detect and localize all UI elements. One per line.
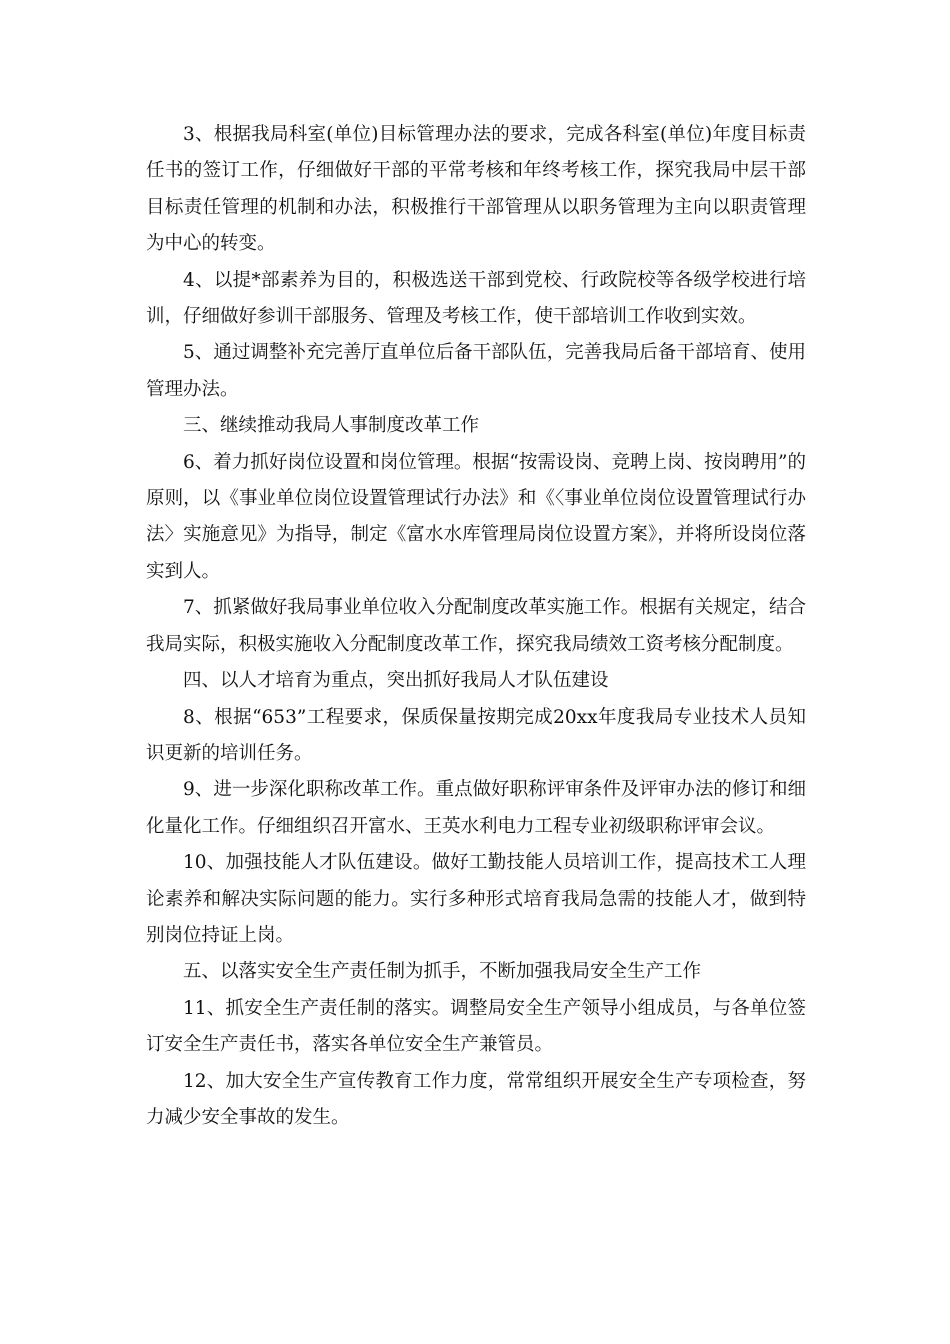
paragraph-item-7: 7、抓紧做好我局事业单位收入分配制度改革实施工作。根据有关规定，结合我局实际，积极实施收入分配制度改革工作，探究我局绩效工资考核分配制度。	[146, 597, 806, 655]
paragraph-item-3: 3、根据我局科室(单位)目标管理办法的要求，完成各科室(单位)年度目标责任书的签订工作，仔细做好干部的平常考核和年终考核工作，探究我局中层干部目标责任管理的机制和办法，积极推行干部管理从以职务管理为主向以职责管理为中心的转变。	[146, 124, 806, 255]
paragraph-item-5: 5、通过调整补充完善厅直单位后备干部队伍，完善我局后备干部培育、使用管理办法。	[146, 342, 806, 400]
paragraph-item-8: 8、根据“653”工程要求，保质保量按期完成20xx年度我局专业技术人员知识更新的培训任务。	[146, 706, 806, 764]
document-body	[146, 117, 806, 1136]
section-heading-3: 三、继续推动我局人事制度改革工作	[183, 415, 480, 437]
paragraph-item-10: 10、加强技能人才队伍建设。做好工勤技能人员培训工作，提高技术工人理论素养和解决实际问题的能力。实行多种形式培育我局急需的技能人才，做到特别岗位持证上岗。	[146, 852, 806, 946]
paragraph-item-6: 6、着力抓好岗位设置和岗位管理。根据“按需设岗、竞聘上岗、按岗聘用”的原则，以《事业单位岗位设置管理试行办法》和《〈事业单位岗位设置管理试行办法〉实施意见》为指导，制定《富水水库管理局岗位设置方案》，并将所设岗位落实到人。	[146, 451, 806, 582]
paragraph-item-12: 12、加大安全生产宣传教育工作力度，常常组织开展安全生产专项检查，努力减少安全事故的发生。	[146, 1070, 806, 1128]
paragraph-item-11: 11、抓安全生产责任制的落实。调整局安全生产领导小组成员，与各单位签订安全生产责任书，落实各单位安全生产兼管员。	[146, 997, 806, 1056]
paragraph-item-4: 4、以提*部素养为目的，积极选送干部到党校、行政院校等各级学校进行培训，仔细做好参训干部服务、管理及考核工作，使干部培训工作收到实效。	[146, 269, 806, 328]
section-heading-5: 五、以落实安全生产责任制为抓手，不断加强我局安全生产工作	[183, 961, 702, 983]
paragraph-item-9: 9、进一步深化职称改革工作。重点做好职称评审条件及评审办法的修订和细化量化工作。仔细组织召开富水、王英水利电力工程专业初级职称评审会议。	[146, 779, 806, 837]
section-heading-4: 四、以人才培育为重点，突出抓好我局人才队伍建设	[183, 670, 609, 692]
